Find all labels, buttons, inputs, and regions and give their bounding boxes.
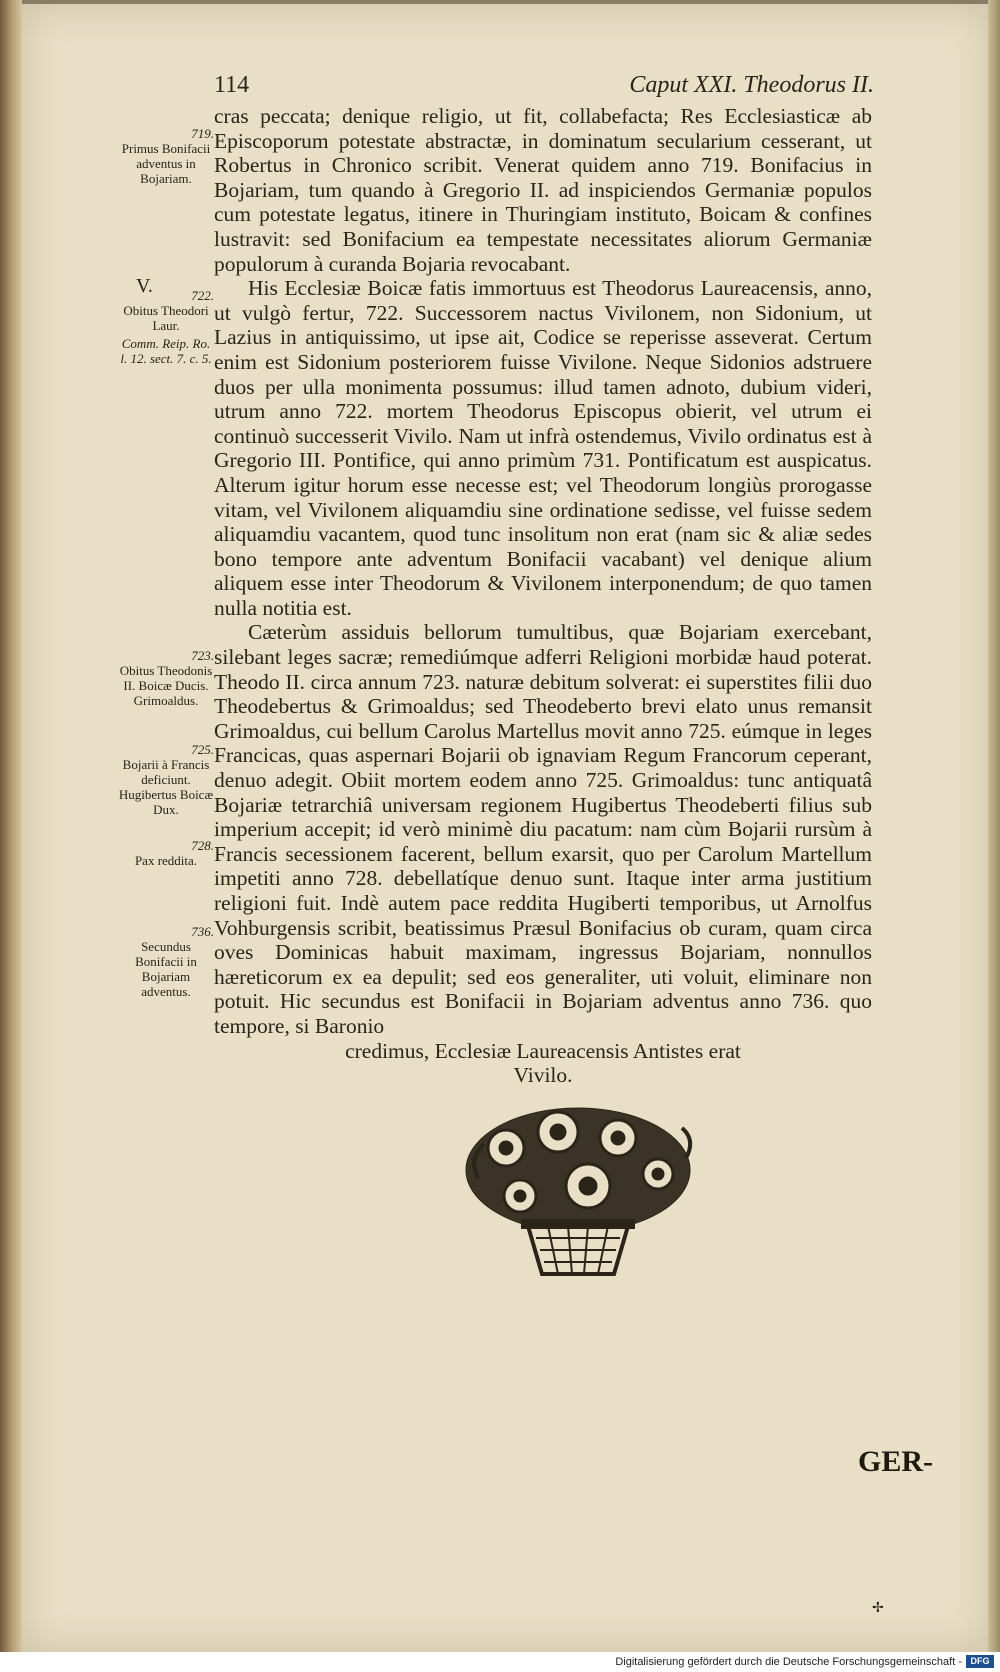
margin-note-year: 719. — [191, 126, 214, 141]
ink-mark: ✢ — [872, 1601, 884, 1616]
margin-note-text: Obitus Theodonis II. Boicæ Ducis. Grimoaldus. — [119, 663, 213, 708]
margin-note-text: Pax reddita. — [134, 853, 198, 868]
margin-note-text: Primus Bonifacii adventus in Bojariam. — [121, 141, 211, 186]
paragraph-3-end-1: credimus, Ecclesiæ Laureacensis Antistes erat — [345, 1038, 741, 1063]
book-spine — [0, 0, 22, 1652]
margin-note-736 — [118, 924, 214, 999]
margin-note-year: 728. — [191, 838, 214, 853]
paragraph-1: cras peccata; denique religio, ut fit, collabefacta; Res Ecclesiasticæ ab Episcoporum potestate abstractæ, in dominatum secularium cesserant, ut Robertus in Chronico scribit. Venerat quidem anno 719. Bonifacius in Bojariam, tum quando à Gregorio II. ad inspiciendos Germaniæ populos cum potestate legatus, itinere in Thuringiam instituto, Boicam & confines lustravit: sed Bonifacium ea tempestate necessitates aliorum Germaniæ populorum à curanda Bojaria revocabant. — [214, 104, 872, 276]
footer-bar — [0, 1652, 1000, 1672]
margin-note-719 — [118, 126, 214, 186]
margin-note-723 — [118, 648, 214, 708]
paragraph-3-end-2: Vivilo. — [513, 1063, 573, 1088]
margin-note-text: Comm. Reip. Ro. l. 12. sect. 7. c. 5. — [120, 336, 212, 366]
margin-note-722 — [118, 288, 214, 333]
running-head: Caput XXI. Theodorus II. — [629, 72, 874, 98]
margin-note-text: Secundus Bonifacii in Bojariam adventus. — [135, 939, 197, 999]
page-edge — [988, 0, 1000, 1652]
margin-note-text: Obitus Theodori Laur. — [123, 303, 209, 333]
margin-note-725 — [118, 742, 214, 817]
section-number: V. — [136, 275, 153, 297]
page-header — [214, 72, 874, 102]
paragraph-2: His Ecclesiæ Boicæ fatis immortuus est Theodorus Laureacensis, anno, ut vulgò fertur, 722. Successorem nactus Vivilonem, non Sidonium, ut Lazius in antiquissimo, ut ipse ait, Codice se reperisse asseverat. Certum enim est Sidonium posteriorem fuisse Vivilone. Neque Sidonios adstruere duos per ulla monimenta possumus: illud tamen adnoto, dubium videri, utrum anno 722. mortem Theodorus Episcopus obierit, vel utrum ei continuò successerit Vivilo. Nam ut infrà ostendemus, Vivilo ordinatus est à Gregorio III. Pontifice, qui anno primùm 731. Pontificatum est auspicatus. Alterum igitur horum esse necesse est; vel Theodorum longiùs prorogasse vitam, vel Vivilonem aliquamdiu sine ordinatione sedisse, vel fuisse sedem aliquamdiu vacantem, quod tunc insolitum non erat (nam sic & aliæ sedes bono tempore ante adventum Bonifacii vacabant) vel denique alium aliquem esse inter Theodorum & Vivilonem interponendum; de quo tamen nulla notitia est. — [214, 276, 872, 620]
margin-note-year: 736. — [191, 924, 214, 939]
dfg-logo-icon: DFG — [966, 1655, 994, 1668]
page-number: 114 — [214, 72, 250, 98]
margin-note-year: 722. — [191, 288, 214, 303]
footer-credit: Digitalisierung gefördert durch die Deutsche Forschungsgemeinschaft - — [615, 1656, 962, 1668]
margin-note-reference — [118, 336, 214, 366]
margin-note-year: 725. — [191, 742, 214, 757]
margin-note-text: Bojarii à Francis deficiunt. Hugibertus Boicæ Dux. — [118, 757, 214, 817]
catchword: GER- — [858, 1445, 933, 1478]
margin-note-year: 723. — [191, 648, 214, 663]
margin-note-728 — [118, 838, 214, 868]
paragraph-3: Cæterùm assiduis bellorum tumultibus, quæ Bojariam exercebant, silebant leges sacræ; remediúmque adferri Religioni morbidæ haud poterat. Theodo II. circa annum 723. naturæ debitum solverat: ei superstites filii duo Theodebertus & Grimoaldus; sed Theodeberto brevi elato unus remansit Grimoaldus, cui bellum Carolus Martellus movit anno 725. eúmque in leges Francicas, quas aspernari Bojarii ob ignaviam Regum Francorum ceperant, denuo adegit. Obiit mortem eodem anno 725. Grimoaldus: tunc antiquatâ Bojariæ tetrarchiâ universam regionem Hugibertus Theodeberti filius sub imperium accepit; id verò minimè diu pacatum: nam cùm Bojarii rursùm à Francis secessionem facerent, bellum exarsit, quo per Carolum Martellum impetiti anno 728. debellatíque denuo sunt. Itaque inter arma justitium religioni fuit. Indè autem pace reddita Hugiberti temporibus, ut Arnolfus Vohburgensis scribit, beatissimus Præsul Bonifacius ob curam, quam circa oves Dominicas habuit maximam, ingressus Bojariam, nonnullos hæreticorum ex ea depulit; sed eos generaliter, uti voluit, eliminare non potuit. Hic secundus est Bonifacii in Bojariam adventus anno 736. quo tempore, si Baronio — [214, 620, 872, 1038]
flower-basket-ornament-icon — [458, 1098, 698, 1286]
